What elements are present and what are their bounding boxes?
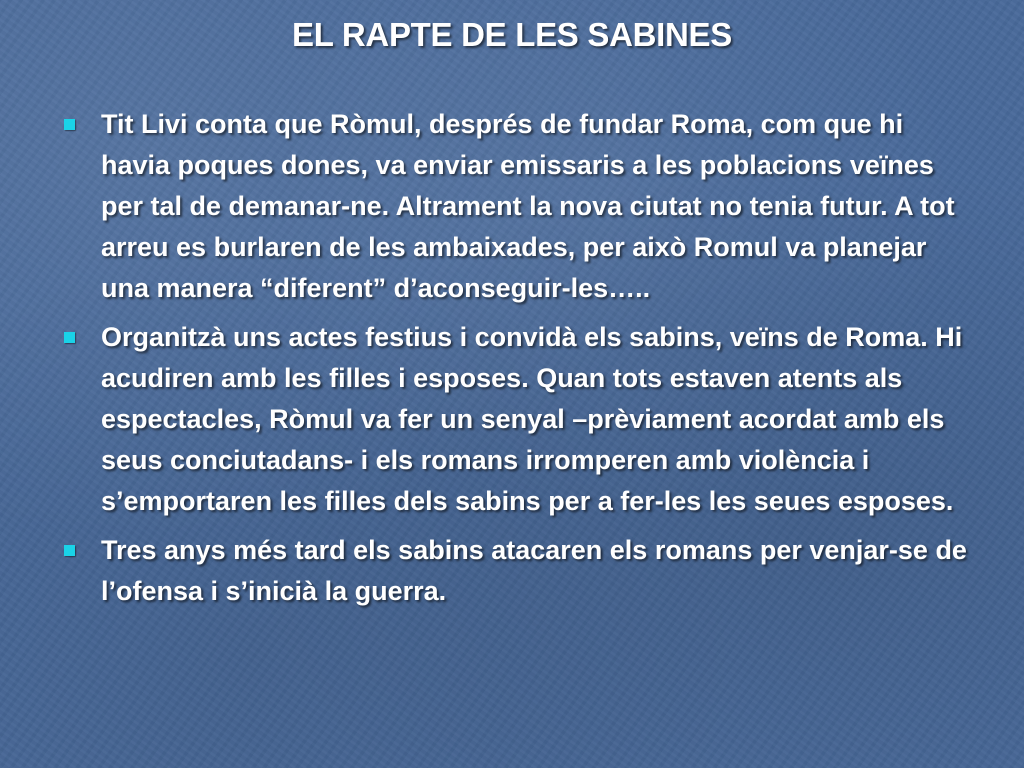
square-bullet-icon (64, 332, 75, 343)
bullet-item (62, 317, 967, 522)
slide-title: EL RAPTE DE LES SABINES (292, 16, 732, 53)
bullet-list (62, 104, 967, 620)
bullet-item (62, 104, 967, 309)
bullet-text: Tit Livi conta que Ròmul, després de fundar Roma, com que hi havia poques dones, va enviar emissaris a les poblacions veïnes per tal de demanar-ne. Altrament la nova ciutat no tenia futur. A tot arreu es burlaren de les ambaixades, per això Romul va planejar una manera “diferent” d’aconseguir-les….. (101, 109, 955, 303)
bullet-text: Tres anys més tard els sabins atacaren els romans per venjar-se de l’ofensa i s’inicià la guerra. (101, 535, 967, 606)
bullet-text: Organitzà uns actes festius i convidà els sabins, veïns de Roma. Hi acudiren amb les filles i esposes. Quan tots estaven atents als espectacles, Ròmul va fer un senyal –prèviament acordat amb els seus conciutadans- i els romans irromperen amb violència i s’emportaren les filles dels sabins per a fer-les les seues esposes. (101, 322, 963, 516)
square-bullet-icon (64, 545, 75, 556)
square-bullet-icon (64, 119, 75, 130)
bullet-item (62, 530, 967, 612)
